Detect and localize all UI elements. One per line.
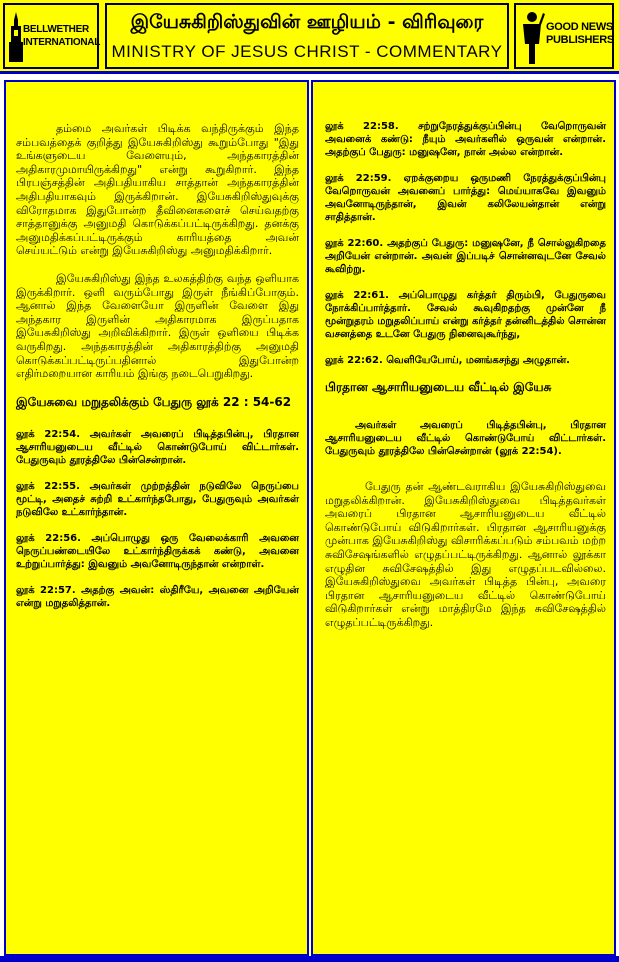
page-header (0, 0, 619, 74)
verse-paragraph: லூக் 22:61. அப்பொழுது கர்த்தர் திரும்பி, பேதுருவை நோக்கிப்பார்த்தார். சேவல் கூவுகிறதற்கு முன்னே நீ மூன்றுதரம் மறுதலிப்பாய் என்று கர்த்தர் தன்னிடத்தில் சொன்ன வசனத்தை உடனே பேதுரு நினைவுகூர்ந்து, (325, 290, 606, 340)
bellwether-logo (3, 3, 99, 69)
verse-paragraph: லூக் 22:60. அதற்குப் பேதுரு: மனுஷனே, நீ சொல்லுகிறதை அறியேன் என்றான். அவன் இப்படிச் சொன்னவுடனே சேவல் கூவிற்று. (325, 238, 606, 275)
verse-quote-paragraph: அவர்கள் அவரைப் பிடித்தபின்பு, பிரதான ஆசாரியனுடைய வீட்டில் கொண்டுபோய் விட்டார்கள். பேதுருவும் தூரத்திலே பின்சென்றான் (லூக் 22:54). (325, 420, 606, 457)
verse-paragraph: லூக் 22:59. ஏறக்குறைய ஒருமணி நேரத்துக்குப்பின்பு வேறொருவன் அவனைப் பார்த்து: மெய்யாகவே இவனும் அவனோடிருந்தான், இவன் கலிலேயன்தான் என்று சாதித்தான். (325, 173, 606, 223)
verse-paragraph: லூக் 22:56. அப்பொழுது ஒரு வேலைக்காரி அவனை நெருப்பண்டையிலே உட்கார்ந்திருக்கக் கண்டு, அவனை உற்றுப்பார்த்து: இவனும் அவனோடிருந்தான் என்றாள். (16, 532, 299, 570)
bell-tower-icon (8, 12, 24, 62)
right-column (311, 80, 616, 956)
section-heading: பிரதான ஆசாரியனுடைய வீட்டில் இயேசு (325, 380, 552, 394)
verse-paragraph: லூக் 22:58. சற்றுநேரத்துக்குப்பின்பு வேறொருவன் அவனைக் கண்டு: நீயும் அவர்களில் ஒருவன் என்றான். அதற்குப் பேதுரு: மனுஷனே, நான் அல்ல என்றான். (325, 121, 606, 158)
commentary-paragraph: பேதுரு தன் ஆண்டவராகிய இயேசுகிறிஸ்துவை மறுதலிக்கிறான். இயேசுகிறிஸ்துவை பிடித்தவர்கள் அவரைப் பிரதான ஆசாரியனுடைய வீட்டில் கொண்டுபோய் விடுகிறார்கள். பிரதான ஆசாரியனுக்கு முன்பாக இயேசுகிறிஸ்து விசாரிக்கப்படும் சம்பவம் மற்ற சுவிசேஷங்களில் எழுதப்பட்டிருக்கிறது. ஆனால் லூக்கா எழுதின சுவிசேஷத்தில் இது எழுதப்படவில்லை. இயேசுகிறிஸ்துவை அவர்கள் பிடித்த பின்பு, அவரை பிரதான ஆசாரியனுடைய வீட்டில் கொண்டுபோய் விடுகிறார்கள் என்று மாத்திரமே இந்த சுவிசேஷத்தில் எழுதப்பட்டிருக்கிறது. (325, 480, 606, 629)
bottom-rule (0, 956, 619, 962)
logo-right-text: GOOD NEWS PUBLISHERS (546, 21, 614, 46)
logo-left-text: BELLWETHER INTERNATIONAL (23, 24, 101, 48)
verse-paragraph: லூக் 22:55. அவர்கள் முற்றத்தின் நடுவிலே நெருப்பை மூட்டி, அதைச் சுற்றி உட்கார்ந்தபோது, பேதுருவும் அவர்கள் நடுவிலே உட்கார்ந்தான். (16, 480, 299, 518)
figure-icon (519, 10, 545, 64)
left-column (4, 80, 309, 956)
section-heading: இயேசுவை மறுதலிக்கும் பேதுரு லூக் 22 : 54-62 (16, 394, 292, 409)
page-title-english: MINISTRY OF JESUS CHRIST - COMMENTARY (111, 42, 503, 61)
verse-paragraph: லூக் 22:54. அவர்கள் அவரைப் பிடித்தபின்பு, பிரதான ஆசாரியனுடைய வீட்டில் கொண்டுபோய் விட்டார்கள். பேதுருவும் தூரத்திலே பின்சென்றான். (16, 428, 299, 466)
commentary-paragraph: தம்மை அவர்கள் பிடிக்க வந்திருக்கும் இந்த சம்பவத்தைக் குறித்து இயேசுகிறிஸ்து கூறும்போது "இது உங்களுடைய வேளையும், அந்தகாரத்தின் அதிகாரமுமாயிருக்கிறது" என்று கூறுகிறார். இந்த பிரபஞ்சத்தின் அதிபதியாகிய சாத்தான் அந்தகாரத்தின் அதிபதியாகவும் இருக்கிறான். இயேசுகிறிஸ்துவுக்கு விரோதமாக இதுபோன்ற தீவினைகளைச் செய்வதற்கு சாத்தானுக்கு அனுமதி கொடுக்கப்பட்டிருக்கிறது. தனக்கு அனுமதிக்கப்பட்டிருக்கும் காரியத்தை அவன் செய்யட்டும் என்று இயேசுகிறிஸ்து அனுமதிக்கிறார். (16, 122, 299, 258)
commentary-paragraph: இயேசுகிறிஸ்து இந்த உலகத்திற்கு வந்த ஒளியாக இருக்கிறார். ஒளி வரும்போது இருள் நீங்கிப்போகும். ஆனால் இந்த வேளையோ இருளின் வேளை இது அந்தகார இருளின் அதிகாரமாக இருப்பதாக இயேசுகிறிஸ்து அறிவிக்கிறார். இருள் ஒளியை பிடிக்க வருகிறது. அந்தகாரத்தின் அதிகாரத்திற்கு அனுமதி கொடுக்கப்பட்டிருப்பதினால் இதுபோன்ற எதிர்மறையான காரியம் இங்கு நடைபெறுகிறது. (16, 271, 299, 381)
verse-paragraph: லூக் 22:62. வெளியேபோய், மனங்கசந்து அழுதான். (325, 355, 570, 366)
good-news-logo (514, 3, 614, 69)
page-title-tamil: இயேசுகிறிஸ்துவின் ஊழியம் - விரிவுரை (130, 11, 484, 33)
title-box (105, 3, 509, 69)
verse-paragraph: லூக் 22:57. அதற்கு அவன்: ஸ்திரீயே, அவனை அறியேன் என்று மறுதலித்தான். (16, 584, 299, 609)
